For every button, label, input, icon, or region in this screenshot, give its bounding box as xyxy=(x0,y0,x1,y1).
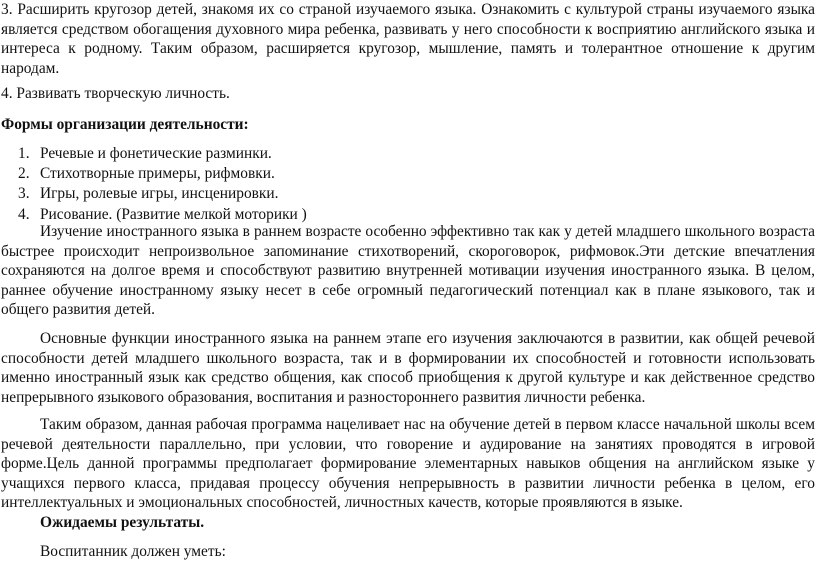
list-item-number: 2. xyxy=(18,165,30,183)
heading-forms-of-activity: Формы организации деятельности: xyxy=(1,116,249,133)
paragraph-early-learning: Изучение иностранного языка в раннем возрасте особенно эффективно так как у детей младшего школьного возраста быстрее происходит непроизвольное запоминание стихотворений, скороговорок, рифмовок.Эти детские впечатления сохраняются на долгое время и способствуют развитию внутренней мотивации изучения иностранного языка. В целом, раннее обучение иностранному языку несет в себе огромный педагогический потенциал как в плане языкового, так и общего развития детей. xyxy=(1,223,815,318)
list-item-number: 4. xyxy=(18,205,30,223)
list-item-number: 3. xyxy=(18,185,30,203)
paragraph-program-goal: Таким образом, данная рабочая программа нацеливает нас на обучение детей в первом классе начальной школы всем речевой деятельности параллельно, при условии, что говорение и аудирование на занятиях проводятся в игровой форме.Цель данной программы предполагает формирование элементарных навыков общения на английском языке у учащихся первого класса, придавая процессу обучения непрерывность в развитии личности ребенка в целом, его интеллектуальных и эмоциональных способностей, личностных качеств, которые проявляются в языке. xyxy=(1,416,815,511)
paragraph-creative-personality: 4. Развивать творческую личность. xyxy=(1,85,230,102)
paragraph-broaden-horizons: 3. Расширить кругозор детей, знакомя их со страной изучаемого языка. Ознакомить с культурой страны изучаемого языка является средством обогащения духовного мира ребенка, развивать у него способности к восприятию английского языка и интереса к родному. Таким образом, расширяется кругозор, мышление, память и толерантное отношение к другим народам. xyxy=(1,1,815,77)
paragraph-pupil-should: Воспитанник должен уметь: xyxy=(40,543,226,560)
heading-expected-results: Ожидаемы результаты. xyxy=(40,514,205,531)
list-item-text: Речевые и фонетические разминки. xyxy=(40,145,272,162)
list-item-number: 1. xyxy=(18,145,30,162)
paragraph-main-functions: Основные функции иностранного языка на раннем этапе его изучения заключаются в развитии, как общей речевой способности детей младшего школьного возраста, так и в формировании их способностей и готовности использовать именно иностранный язык как средство общения, как способ приобщения к другой культуре и как действенное средство непрерывного языкового образования, воспитания и разностороннего развития личности ребенка. xyxy=(1,330,815,406)
list-item-text: Игры, ролевые игры, инсценировки. xyxy=(40,185,279,203)
list-item-text: Стихотворные примеры, рифмовки. xyxy=(40,165,275,183)
list-item-text: Рисование. (Развитие мелкой моторики ) xyxy=(40,205,307,223)
